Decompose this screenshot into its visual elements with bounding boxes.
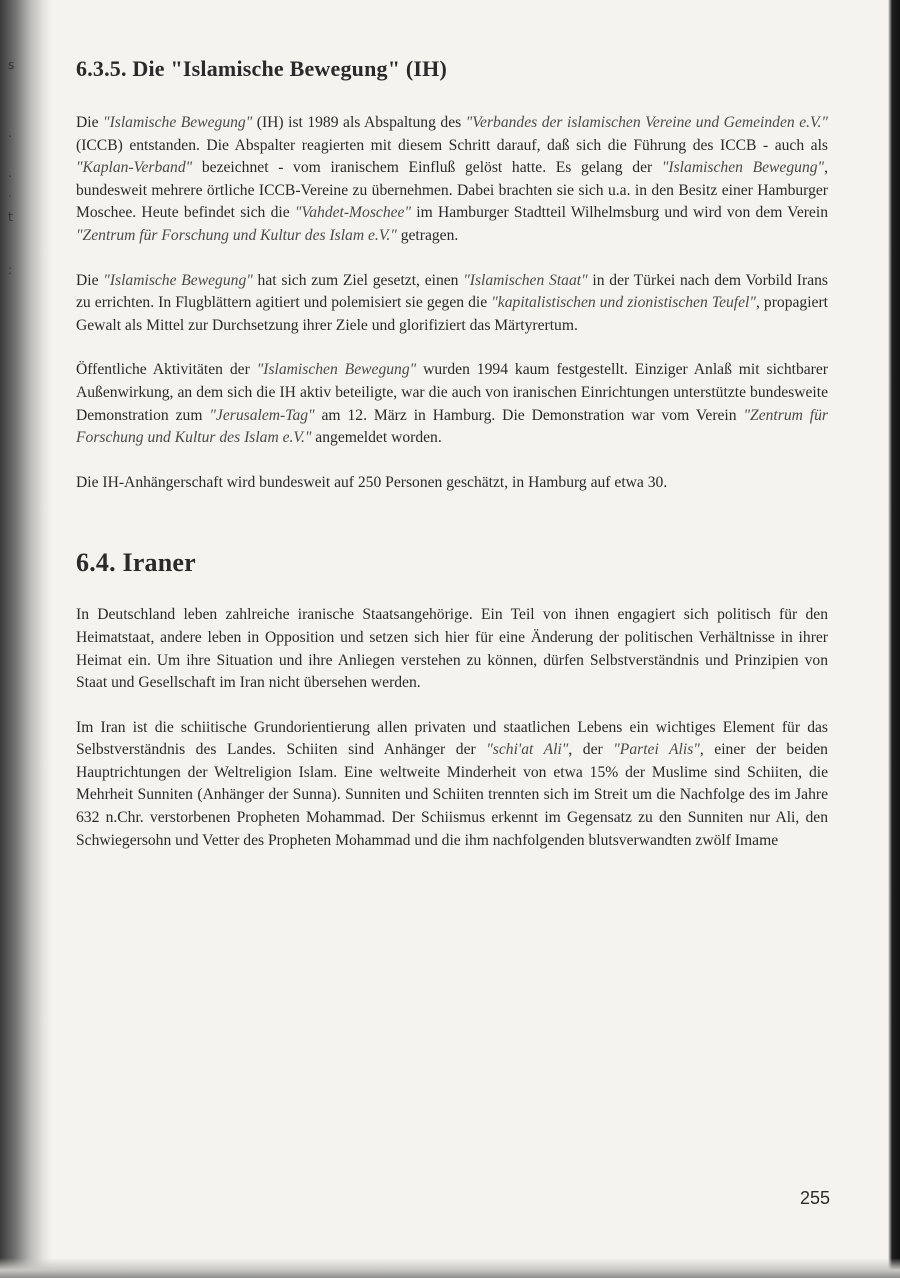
quoted-term: "Vahdet-Moschee" bbox=[294, 204, 412, 222]
page-right-edge bbox=[888, 0, 900, 1278]
quoted-term: "Islamischen Bewegung" bbox=[661, 159, 825, 177]
paragraph: Im Iran ist die schiitische Grundorientierung allen privaten und staatlichen Lebens ein wichtiges Element für das Selbstverständnis des Landes. Schiiten sind Anhänger der "schi'at Ali", der "Partei Alis", einer der beiden Hauptrichtungen der Weltreligion Islam. Eine weltweite Minderheit von etwa 15% der Muslime sind Schiiten, die Mehrheit Sunniten (Anhänger der Sunna). Sunniten und Schiiten trennten sich im Streit um die Nachfolge des im Jahre 632 n.Chr. verstorbenen Propheten Mohammad. Der Schiismus erkennt im Gegensatz zu den Sunniten nur Ali, den Schwiegersohn und Vetter des Propheten Mohammad und die ihm nachfolgenden blutsverwandten zwölf Imame bbox=[76, 718, 828, 849]
paragraph: Öffentliche Aktivitäten der "Islamischen Bewegung" wurden 1994 kaum festgestellt. Einziger Anlaß mit sichtbarer Außenwirkung, an dem sich die IH aktiv beteiligte, war die auch von iranischen Einrichtungen unterstützte bundesweite Demonstration zum "Jerusalem-Tag" am 12. März in Hamburg. Die Demonstration war vom Verein "Zentrum für Forschung und Kultur des Islam e.V." angemeldet worden. bbox=[76, 361, 828, 447]
page-bottom-shadow bbox=[0, 1258, 900, 1278]
section-heading-6-3-5: 6.3.5. Die "Islamische Bewegung" (IH) bbox=[76, 56, 447, 81]
section-heading-6-4: 6.4. Iraner bbox=[76, 548, 196, 578]
paragraph: Die "Islamische Bewegung" hat sich zum Ziel gesetzt, einen "Islamischen Staat" in der Türkei nach dem Vorbild Irans zu errichten. In Flugblättern agitiert und polemisiert sie gegen die "kapitalistischen und zionistischen Teufel", propagiert Gewalt als Mittel zur Durchsetzung ihrer Ziele und glorifiziert das Märtyrertum. bbox=[76, 271, 828, 334]
paragraph: Die "Islamische Bewegung" (IH) ist 1989 als Abspaltung des "Verbandes der islamischen Vereine und Gemeinden e.V." (ICCB) entstanden. Die Abspalter reagierten mit diesem Schritt darauf, daß sich die Führung des ICCB - auch als "Kaplan-Verband" bezeichnet - vom iranischem Einfluß gelöst hatte. Es gelang der "Islamischen Bewegung", bundesweit mehrere örtliche ICCB-Vereine zu übernehmen. Dabei brachten sie sich u.a. in den Besitz einer Hamburger Moschee. Heute befindet sich die "Vahdet-Moschee" im Hamburger Stadtteil Wilhelmsburg und wird von dem Verein "Zentrum für Forschung und Kultur des Islam e.V." getragen. bbox=[76, 114, 828, 244]
paragraph: Die IH-Anhängerschaft wird bundesweit auf 250 Personen geschätzt, in Hamburg auf etwa 30. bbox=[76, 473, 668, 491]
quoted-term: "Verbandes der islamischen Vereine und Gemeinden e.V." bbox=[465, 114, 828, 131]
quoted-term: "Islamische Bewegung" bbox=[103, 114, 253, 131]
margin-mark: : bbox=[8, 263, 13, 277]
page-content bbox=[76, 56, 828, 874]
quoted-term: "Zentrum für Forschung und Kultur des Islam e.V." bbox=[76, 406, 828, 447]
quoted-term: "Partei Alis" bbox=[613, 741, 700, 759]
quoted-term: "Islamischen Staat" bbox=[463, 271, 588, 289]
quoted-term: "schi'at Ali" bbox=[486, 741, 569, 759]
page-number: 255 bbox=[799, 1188, 830, 1208]
quoted-term: "Islamische Bewegung" bbox=[103, 271, 253, 289]
margin-mark: . bbox=[8, 166, 12, 180]
quoted-term: "Zentrum für Forschung und Kultur des Islam e.V." bbox=[76, 226, 397, 244]
quoted-term: "kapitalistischen und zionistischen Teufel" bbox=[491, 294, 756, 312]
margin-mark: t bbox=[8, 210, 13, 224]
quoted-term: "Islamischen Bewegung" bbox=[256, 361, 417, 379]
quoted-term: "Kaplan-Verband" bbox=[76, 159, 193, 177]
quoted-term: "Jerusalem-Tag" bbox=[209, 406, 315, 424]
paragraph: In Deutschland leben zahlreiche iranische Staatsangehörige. Ein Teil von ihnen engagiert sich politisch für den Heimatstaat, andere leben in Opposition und setzen sich hier für eine Änderung der politischen Verhältnisse in ihrer Heimat ein. Um ihre Situation und ihre Anliegen verstehen zu können, dürfen Selbstverständnis und Prinzipien von Staat und Gesellschaft im Iran nicht übersehen werden. bbox=[76, 606, 828, 692]
margin-mark: . bbox=[8, 126, 12, 140]
margin-mark: s bbox=[8, 58, 15, 72]
margin-mark: . bbox=[8, 186, 12, 200]
